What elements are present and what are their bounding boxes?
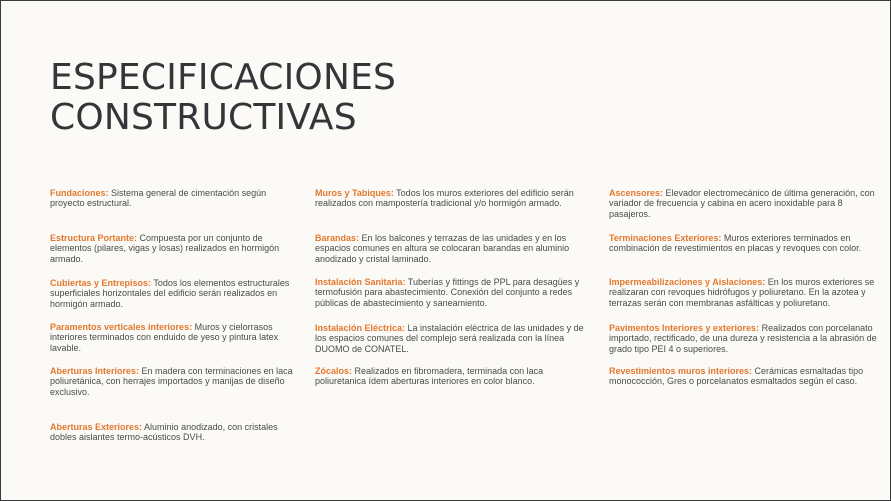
- spec-text: Aluminio anodizado, con cristales dobles aislantes termo-acústicos DVH.: [50, 422, 278, 443]
- spec-text: Muros y cielorrasos interiores terminados con enduido de yeso y pintura latex lavable.: [50, 322, 279, 353]
- spec-text: En madera con terminaciones en laca poliuretánica, con herrajes importados y manijas de diseño exclusivo.: [50, 366, 293, 397]
- spec-text: Todos los muros exteriores del edificio serán realizados con mampostería tradicional y/o hormigón armado.: [315, 188, 574, 209]
- spec-text: Realizados con porcelanato importado, rectificado, de una dureza y resistencia a la abrasión de grado tipo PEI 4 o superiores.: [609, 323, 877, 354]
- spec-label: Pavimentos Interiores y exteriores:: [609, 323, 760, 333]
- spec-pavimentos: [609, 323, 877, 354]
- spec-zocalos: [315, 366, 587, 387]
- spec-ascensores: [609, 188, 877, 219]
- spec-label: Barandas:: [315, 233, 360, 243]
- spec-label: Zócalos:: [315, 366, 353, 376]
- spec-label: Paramentos verticales interiores:: [50, 322, 193, 332]
- spec-text: Sistema general de cimentación según proyecto estructural.: [50, 188, 267, 209]
- spec-instalacion-sanitaria: [315, 277, 587, 308]
- spec-label: Impermeabilizaciones y Aislaciones:: [609, 277, 766, 287]
- spec-text: En los balcones y terrazas de las unidades y en los espacios comunes en altura se colocaran barandas en aluminio anodizado y cristal laminado.: [315, 233, 570, 264]
- spec-text: Tuberías y fittings de PPL para desagües y termofusión para abastecimiento. Conexión del conjunto a redes públicas de abastecimiento y saneamiento.: [315, 277, 580, 308]
- spec-text: Todos los elementos estructurales superficiales horizontales del edificio serán realizados en hormigón armado.: [50, 278, 290, 309]
- spec-label: Instalación Eléctrica:: [315, 323, 406, 333]
- spec-text: La instalación eléctrica de las unidades y de los espacios comunes del complejo será realizada con la línea DUOMO de CONATEL.: [315, 323, 584, 354]
- spec-muros-tabiques: [315, 188, 587, 209]
- spec-instalacion-electrica: [315, 323, 587, 354]
- spec-label: Estructura Portante:: [50, 233, 138, 243]
- spec-cubiertas-entrepisos: [50, 278, 302, 309]
- spec-label: Aberturas Exteriores:: [50, 422, 143, 432]
- spec-text: Muros exteriores terminados en combinación de revestimientos en placas y revoques con color.: [609, 233, 862, 254]
- spec-label: Revestimientos muros interiores:: [609, 366, 753, 376]
- spec-label: Terminaciones Exteriores:: [609, 233, 722, 243]
- spec-text: En los muros exteriores se realizaran con revoques hidrófugos y poliuretano. En la azotea y terrazas serán con membranas asfálticas y poliuretano.: [609, 277, 875, 308]
- spec-text: Compuesta por un conjunto de elementos (pilares, vigas y losas) realizados en hormigón armado.: [50, 233, 280, 264]
- page-title-line-2: CONSTRUCTIVAS: [50, 97, 357, 138]
- spec-aberturas-exteriores: [50, 422, 302, 443]
- spec-text: Elevador electromecánico de última generación, con variador de frecuencia y cabina en acero inoxidable para 8 pasajeros.: [609, 188, 875, 219]
- spec-impermeabilizaciones: [609, 277, 877, 308]
- spec-fundaciones: [50, 188, 302, 209]
- spec-label: Cubiertas y Entrepisos:: [50, 278, 152, 288]
- spec-label: Instalación Sanitaria:: [315, 277, 406, 287]
- spec-paramentos-verticales: [50, 322, 302, 353]
- spec-label: Ascensores:: [609, 188, 664, 198]
- page-title: [50, 58, 396, 138]
- spec-text: Cerámicas esmaltadas tipo monococción, Gres o porcelanatos esmaltados según el caso.: [609, 366, 864, 387]
- spec-aberturas-interiores: [50, 366, 302, 397]
- spec-label: Muros y Tabiques:: [315, 188, 394, 198]
- spec-revestimientos: [609, 366, 877, 387]
- spec-label: Fundaciones:: [50, 188, 109, 198]
- spec-barandas: [315, 233, 587, 264]
- page-title-line-1: ESPECIFICACIONES: [50, 57, 397, 98]
- spec-label: Aberturas Interiores:: [50, 366, 140, 376]
- spec-terminaciones-exteriores: [609, 233, 877, 254]
- spec-estructura-portante: [50, 233, 302, 264]
- spec-text: Realizados en fibromadera, terminada con laca poliuretanica ídem aberturas interiores en color blanco.: [315, 366, 544, 387]
